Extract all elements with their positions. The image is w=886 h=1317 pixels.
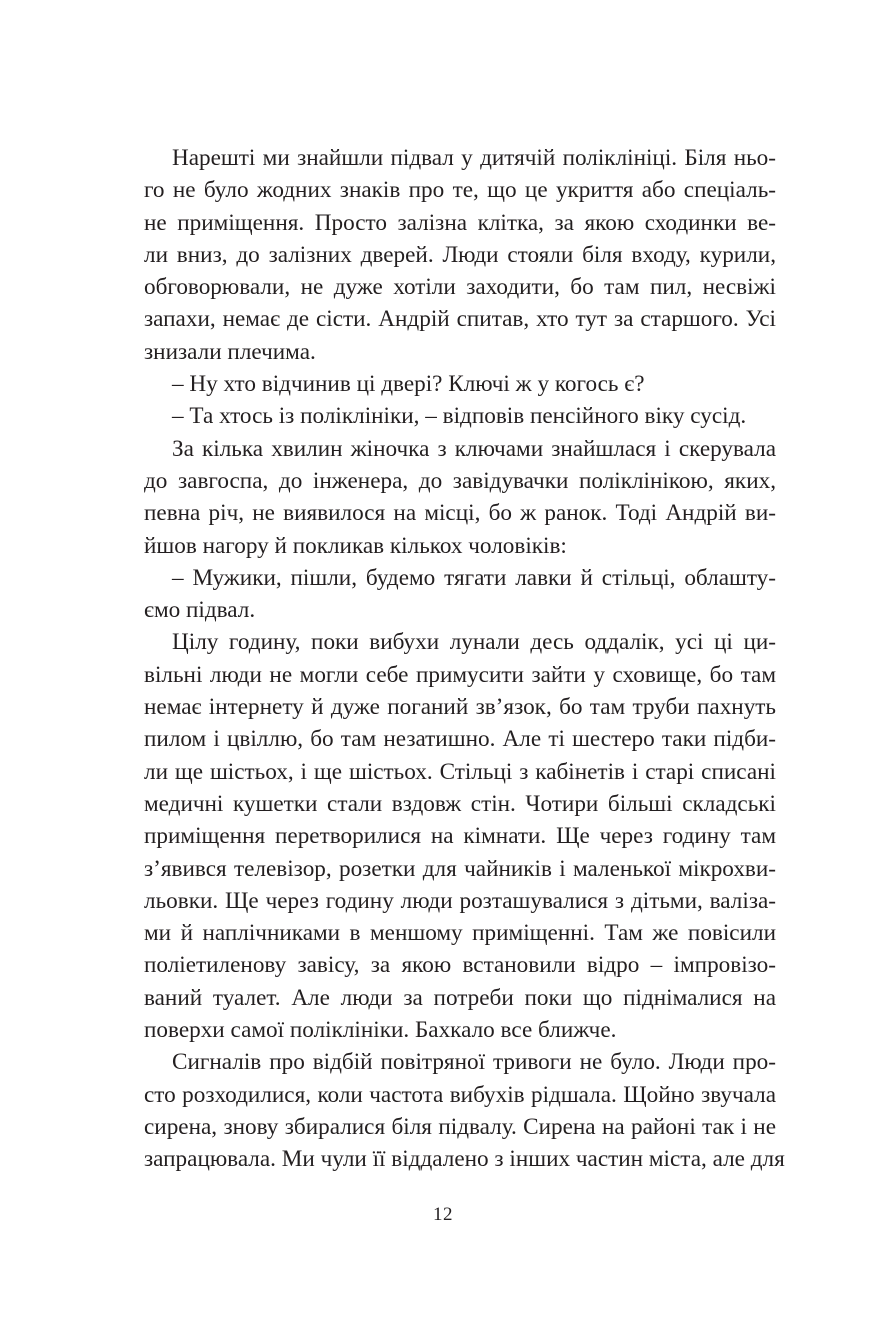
text-line: Нарешті ми знайшли підвал у дитячій поліклініці. Біля ньо- — [172, 145, 776, 171]
text-line: певна річ, не виявилося на місці, бо ж ранок. Тоді Андрій ви- — [144, 500, 776, 527]
text-line: запрацювала. Ми чули її віддалено з інших частин міста, але для — [144, 1146, 785, 1173]
text-line: ємо підвал. — [144, 597, 256, 624]
text-line: вільні люди не могли себе примусити зайти у сховище, бо там — [144, 661, 776, 688]
text-line: – Мужики, пішли, будемо тягати лавки й стільці, облашту- — [172, 564, 776, 591]
text-line: з’явився телевізор, розетки для чайників і маленької мікрохви- — [144, 855, 776, 882]
text-line: приміщення перетворилися на кімнати. Ще через годину там — [144, 823, 776, 850]
text-line: – Ну хто відчинив ці двері? Ключі ж у когось є? — [172, 371, 645, 398]
text-line: не приміщення. Просто залізна клітка, за якою сходинки ве- — [144, 209, 776, 236]
text-line: медичні кушетки стали вздовж стін. Чотири більші складські — [144, 790, 776, 817]
text-line: го не було жодних знаків про те, що це укриття або спеціаль- — [144, 177, 776, 204]
text-line: запахи, немає де сісти. Андрій спитав, хто тут за старшого. Усі — [144, 306, 776, 333]
text-line: до завгоспа, до інженера, до завідувачки поліклінікою, яких, — [144, 467, 776, 494]
text-line: сирена, знову збиралися біля підвалу. Сирена на районі так і не — [144, 1113, 776, 1140]
text-line: льовки. Ще через годину люди розташувалися з дітьми, валіза- — [144, 887, 776, 914]
text-line: ли вниз, до залізних дверей. Люди стояли біля входу, курили, — [144, 241, 776, 268]
text-line: ли ще шістьох, і ще шістьох. Стільці з кабінетів і старі списані — [144, 758, 776, 785]
text-line: поліетиленову завісу, за якою встановили відро – імпровізо- — [144, 952, 776, 979]
text-line: – Та хтось із поліклініки, – відповів пенсійного віку сусід. — [172, 403, 747, 430]
page-number: 12 — [433, 1204, 453, 1225]
text-line: Цілу годину, поки вибухи лунали десь оддалік, усі ці ци- — [172, 629, 776, 656]
text-line: За кілька хвилин жіночка з ключами знайшлася і скерувала — [172, 435, 776, 462]
text-line: знизали плечима. — [144, 338, 316, 365]
text-line: ми й наплічниками в меншому приміщенні. Там же повісили — [144, 920, 776, 947]
text-line: пилом і цвіллю, бо там незатишно. Але ті шестеро таки підби- — [144, 726, 776, 753]
text-line: немає інтернету й дуже поганий зв’язок, бо там труби пахнуть — [144, 694, 776, 721]
text-line: сто розходилися, коли частота вибухів рідшала. Щойно звучала — [144, 1081, 776, 1108]
text-line: Сигналів про відбій повітряної тривоги не було. Люди про- — [172, 1049, 776, 1076]
body-text — [144, 142, 785, 1176]
text-line: ваний туалет. Але люди за потреби поки що піднімалися на — [144, 984, 776, 1011]
text-line: йшов нагору й покликав кількох чоловіків: — [144, 532, 567, 559]
text-line: поверхи самої поліклініки. Бахкало все ближче. — [144, 1017, 617, 1044]
text-line: обговорювали, не дуже хотіли заходити, бо там пил, несвіжі — [144, 274, 776, 301]
